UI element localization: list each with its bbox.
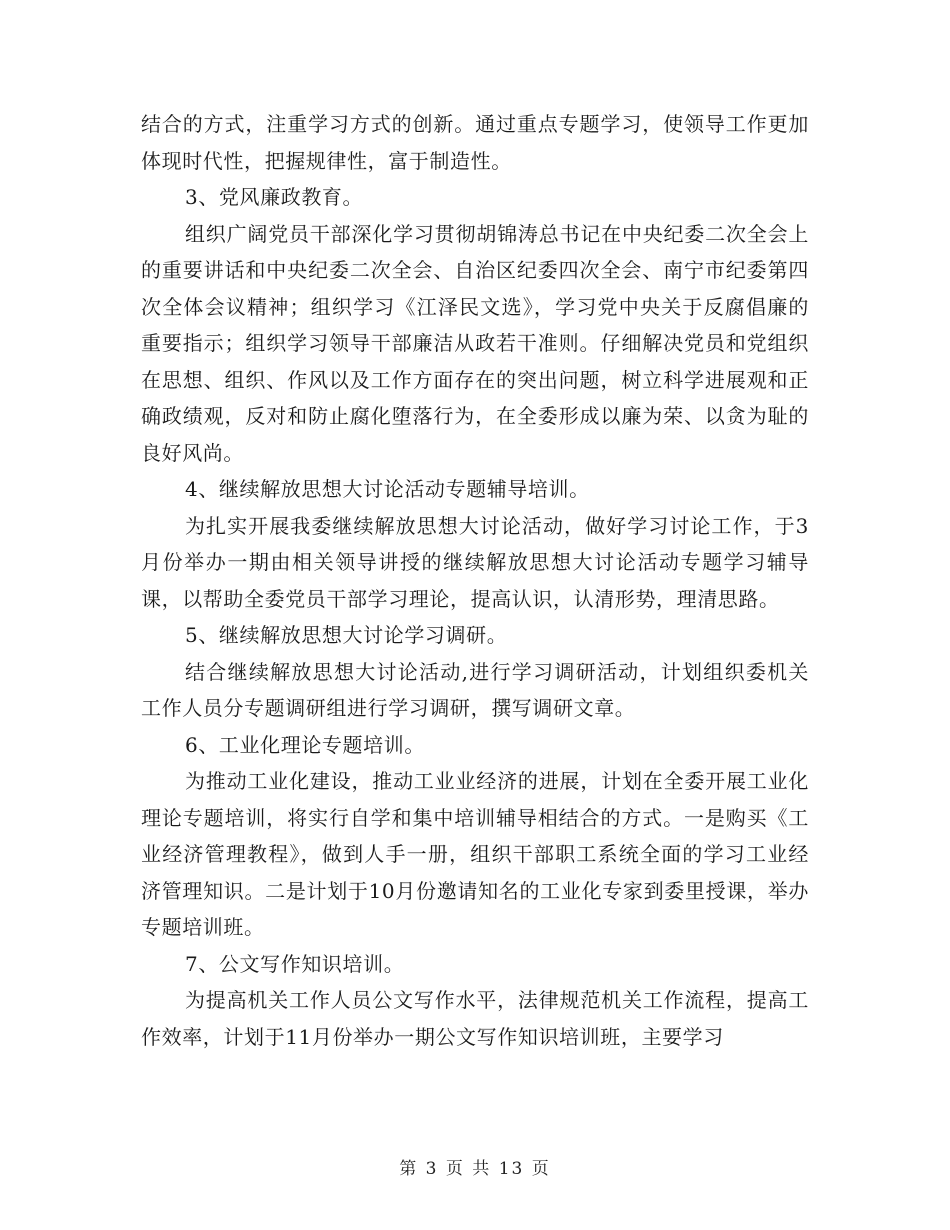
document-body bbox=[141, 106, 809, 1055]
paragraph: 5、继续解放思想大讨论学习调研。 bbox=[185, 623, 508, 647]
paragraph: 为提高机关工作人员公文写作水平，法律规范机关工作流程，提高工作效率，计划于11月份举办一期公文写作知识培训班，主要学习 bbox=[141, 988, 809, 1049]
paragraph: 4、继续解放思想大讨论活动专题辅导培训。 bbox=[185, 477, 590, 501]
paragraph: 结合继续解放思想大讨论活动,进行学习调研活动，计划组织委机关工作人员分专题调研组进行学习调研，撰写调研文章。 bbox=[141, 659, 809, 720]
paragraph: 组织广阔党员干部深化学习贯彻胡锦涛总书记在中央纪委二次全会上的重要讲话和中央纪委二次全会、自治区纪委四次全会、南宁市纪委第四次全体会议精神；组织学习《江泽民文选》，学习党中央关于反腐倡廉的重要指示；组织学习领导干部廉洁从政若干准则。仔细解决党员和党组织在思想、组织、作风以及工作方面存在的突出问题，树立科学进展观和正确政绩观，反对和防止腐化堕落行为，在全委形成以廉为荣、以贪为耻的良好风尚。 bbox=[141, 221, 809, 465]
paragraph: 为推动工业化建设，推动工业业经济的进展，计划在全委开展工业化理论专题培训，将实行自学和集中培训辅导相结合的方式。一是购买《工业经济管理教程》，做到人手一册，组织干部职工系统全面的学习工业经济管理知识。二是计划于10月份邀请知名的工业化专家到委里授课，举办专题培训班。 bbox=[141, 769, 809, 939]
paragraph: 7、公文写作知识培训。 bbox=[185, 951, 405, 976]
paragraph: 结合的方式，注重学习方式的创新。通过重点专题学习，使领导工作更加体现时代性，把握规律性，富于制造性。 bbox=[141, 112, 809, 173]
paragraph: 为扎实开展我委继续解放思想大讨论活动，做好学习讨论工作，于3月份举办一期由相关领导讲授的继续解放思想大讨论活动专题学习辅导课，以帮助全委党员干部学习理论，提高认识，认清形势，理清思路。 bbox=[141, 513, 809, 611]
paragraph: 6、工业化理论专题培训。 bbox=[185, 732, 425, 757]
paragraph: 3、党风廉政教育。 bbox=[185, 185, 364, 209]
page-footer: 第 3 页 共 13 页 bbox=[399, 1159, 551, 1179]
